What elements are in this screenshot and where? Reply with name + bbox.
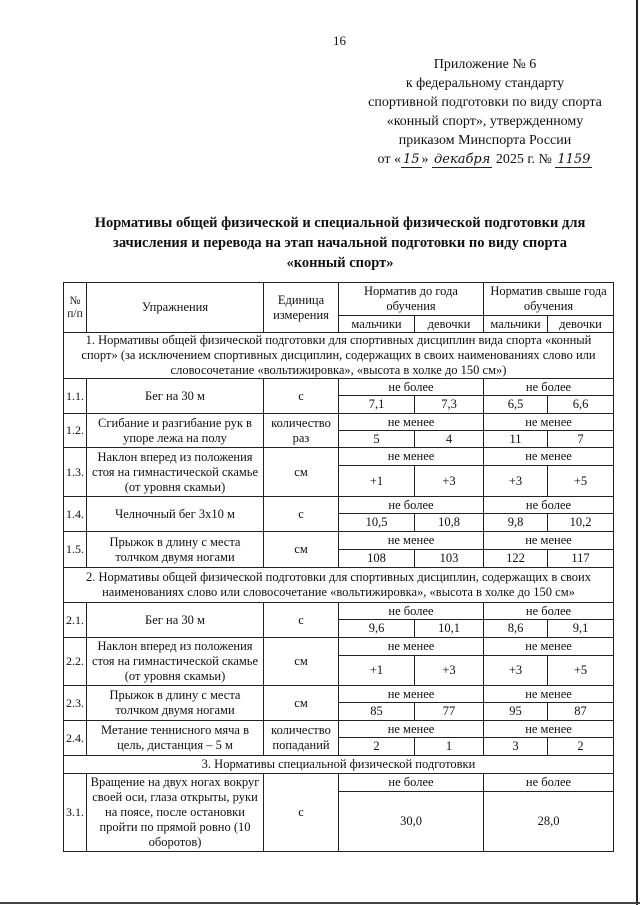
header-girls: девочки: [415, 316, 484, 333]
row-number: 1.3.: [64, 448, 87, 497]
appendix-line: Приложение № 6: [433, 57, 537, 72]
value-girls: +3: [415, 656, 484, 686]
appendix-line: приказом Минспорта России: [398, 133, 572, 148]
value-boys: 5: [339, 431, 415, 448]
exercise-name: Прыжок в длину с места толчком двумя ногами: [87, 532, 264, 568]
row-number: 2.3.: [64, 686, 87, 721]
header-num: № п/п: [64, 283, 87, 333]
section-title: 2. Нормативы общей физической подготовки для спортивных дисциплин, содержащих в своих наименованиях слово или словосочетание «вольтижировка», «высота в холке до 150 см»: [64, 568, 614, 603]
condition: не менее: [484, 721, 614, 738]
value-under-year: 30,0: [339, 792, 484, 852]
value-boys: 7,1: [339, 396, 415, 414]
page-number: 16: [333, 33, 346, 48]
handwritten-month: декабря: [434, 152, 491, 167]
order-date-line: [340, 150, 630, 169]
unit: с: [264, 603, 339, 638]
date-prefix: от «: [377, 152, 401, 167]
condition: не более: [339, 774, 484, 792]
appendix-line: «конный спорт», утвержденному: [386, 114, 584, 129]
value-girls: +5: [548, 466, 614, 497]
row-number: 2.2.: [64, 638, 87, 686]
value-girls: 10,1: [415, 620, 484, 638]
condition: не менее: [339, 638, 484, 656]
unit: см: [264, 448, 339, 497]
exercise-name: Наклон вперед из положения стоя на гимнастической скамье (от уровня скамьи): [87, 638, 264, 686]
title-line: «конный спорт»: [286, 255, 394, 271]
exercise-name: Челночный бег 3х10 м: [87, 497, 264, 532]
value-boys: +3: [484, 466, 548, 497]
value-boys: 2: [339, 738, 415, 756]
value-girls: +3: [415, 466, 484, 497]
exercise-name: Вращение на двух ногах вокруг своей оси, глаза открыты, руки на поясе, после остановки пройти по прямой ровно (10 оборотов): [87, 774, 264, 852]
value-boys: 9,6: [339, 620, 415, 638]
header-exercise: Упражнения: [87, 283, 264, 333]
handwritten-order-number: 1159: [557, 152, 591, 167]
value-girls: 7: [548, 431, 614, 448]
section-title: 1. Нормативы общей физической подготовки для спортивных дисциплин вида спорта «конный спорт» (за исключением спортивных дисциплин, содержащих в своих наименованиях слово или словосочетание «вольтижировка», «высота в холке до 150 см»): [64, 333, 614, 379]
value-girls: +5: [548, 656, 614, 686]
value-girls: 1: [415, 738, 484, 756]
value-girls: 2: [548, 738, 614, 756]
row-number: 3.1.: [64, 774, 87, 852]
value-boys: 3: [484, 738, 548, 756]
condition: не менее: [484, 638, 614, 656]
condition: не менее: [339, 686, 484, 703]
value-boys: +1: [339, 466, 415, 497]
value-girls: 117: [548, 550, 614, 568]
value-boys: 108: [339, 550, 415, 568]
value-boys: 122: [484, 550, 548, 568]
value-boys: 10,5: [339, 514, 415, 532]
date-year: 2025 г. №: [495, 152, 552, 167]
value-girls: 7,3: [415, 396, 484, 414]
header-boys: мальчики: [484, 316, 548, 333]
value-boys: 6,5: [484, 396, 548, 414]
value-girls: 10,2: [548, 514, 614, 532]
appendix-header: [340, 55, 630, 169]
row-number: 2.1.: [64, 603, 87, 638]
unit: с: [264, 497, 339, 532]
condition: не более: [484, 497, 614, 514]
condition: не более: [484, 603, 614, 620]
condition: не менее: [339, 414, 484, 431]
exercise-name: Бег на 30 м: [87, 603, 264, 638]
section-title: 3. Нормативы специальной физической подготовки: [64, 756, 614, 774]
value-boys: 85: [339, 703, 415, 721]
value-boys: 95: [484, 703, 548, 721]
value-boys: 8,6: [484, 620, 548, 638]
value-boys: 9,8: [484, 514, 548, 532]
condition: не менее: [339, 532, 484, 550]
value-girls: 77: [415, 703, 484, 721]
condition: не более: [484, 379, 614, 396]
unit: см: [264, 532, 339, 568]
value-girls: 103: [415, 550, 484, 568]
scan-edge-right: [636, 0, 638, 905]
value-boys: +3: [484, 656, 548, 686]
condition: не менее: [339, 448, 484, 466]
value-girls: 4: [415, 431, 484, 448]
unit: количество раз: [264, 414, 339, 448]
value-girls: 9,1: [548, 620, 614, 638]
exercise-name: Сгибание и разгибание рук в упоре лежа на полу: [87, 414, 264, 448]
header-unit: Единица измерения: [264, 283, 339, 333]
exercise-name: Метание теннисного мяча в цель, дистанция – 5 м: [87, 721, 264, 756]
scan-edge-bottom: [0, 902, 640, 904]
exercise-name: Наклон вперед из положения стоя на гимнастической скамье (от уровня скамьи): [87, 448, 264, 497]
exercise-name: Прыжок в длину с места толчком двумя ногами: [87, 686, 264, 721]
unit: количество попаданий: [264, 721, 339, 756]
date-mid: »: [421, 152, 429, 167]
row-number: 2.4.: [64, 721, 87, 756]
value-boys: 11: [484, 431, 548, 448]
condition: не менее: [484, 448, 614, 466]
condition: не менее: [339, 721, 484, 738]
condition: не более: [339, 497, 484, 514]
header-boys: мальчики: [339, 316, 415, 333]
condition: не менее: [484, 686, 614, 703]
title-line: Нормативы общей физической и специальной физической подготовки для: [94, 215, 586, 231]
value-over-year: 28,0: [484, 792, 614, 852]
value-girls: 87: [548, 703, 614, 721]
row-number: 1.1.: [64, 379, 87, 414]
condition: не более: [339, 379, 484, 396]
unit: с: [264, 774, 339, 852]
row-number: 1.4.: [64, 497, 87, 532]
title-line: зачисления и перевода на этап начальной подготовки по виду спорта: [113, 235, 567, 251]
appendix-line: к федеральному стандарту: [405, 76, 565, 91]
value-girls: 6,6: [548, 396, 614, 414]
header-group-over-year: Норматив свыше года обучения: [484, 283, 614, 316]
condition: не менее: [484, 414, 614, 431]
condition: не более: [484, 774, 614, 792]
value-girls: 10,8: [415, 514, 484, 532]
unit: с: [264, 379, 339, 414]
condition: не менее: [484, 532, 614, 550]
value-boys: +1: [339, 656, 415, 686]
unit: см: [264, 686, 339, 721]
norms-table: [63, 282, 614, 852]
exercise-name: Бег на 30 м: [87, 379, 264, 414]
unit: см: [264, 638, 339, 686]
appendix-line: спортивной подготовки по виду спорта: [368, 95, 602, 110]
row-number: 1.2.: [64, 414, 87, 448]
header-girls: девочки: [548, 316, 614, 333]
row-number: 1.5.: [64, 532, 87, 568]
header-group-under-year: Норматив до года обучения: [339, 283, 484, 316]
handwritten-day: 15: [402, 152, 420, 167]
document-title: [60, 213, 620, 273]
condition: не более: [339, 603, 484, 620]
